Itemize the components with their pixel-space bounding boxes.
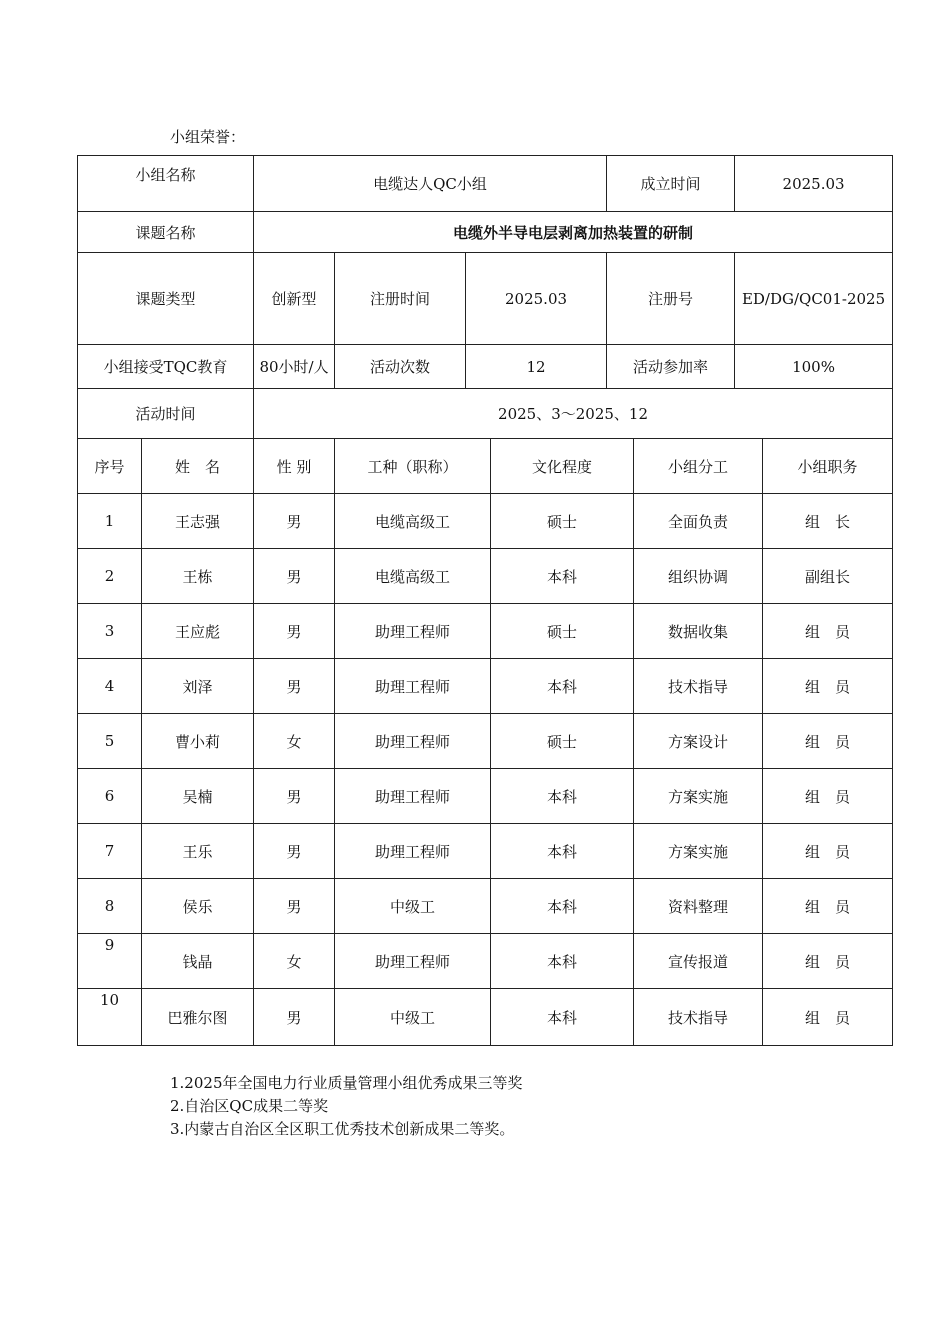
table-row <box>78 769 893 824</box>
member-name: 钱晶 <box>142 934 254 989</box>
member-position: 组 员 <box>763 824 893 879</box>
member-seq: 3 <box>78 604 142 659</box>
activity-time-row <box>78 389 893 439</box>
member-position: 副组长 <box>763 549 893 604</box>
header-job: 工种（职称） <box>335 439 491 494</box>
members-header-row <box>78 439 893 494</box>
member-name: 吴楠 <box>142 769 254 824</box>
member-role: 方案设计 <box>634 714 763 769</box>
member-position: 组 长 <box>763 494 893 549</box>
member-education: 本科 <box>491 769 634 824</box>
member-name: 侯乐 <box>142 879 254 934</box>
tqc-value: 80小时/人 <box>254 345 335 389</box>
reg-no-label: 注册号 <box>607 253 735 345</box>
member-job: 中级工 <box>335 989 491 1046</box>
header-role: 小组分工 <box>634 439 763 494</box>
participation-value: 100% <box>735 345 893 389</box>
table-row <box>78 934 893 989</box>
topic-type-value: 创新型 <box>254 253 335 345</box>
member-role: 组织协调 <box>634 549 763 604</box>
member-position: 组 员 <box>763 659 893 714</box>
member-name: 刘泽 <box>142 659 254 714</box>
topic-type-row <box>78 253 893 345</box>
member-role: 方案实施 <box>634 769 763 824</box>
member-role: 技术指导 <box>634 659 763 714</box>
member-position: 组 员 <box>763 879 893 934</box>
member-seq: 6 <box>78 769 142 824</box>
reg-no-value: ED/DG/QC01-2025 <box>735 253 893 345</box>
group-name-value: 电缆达人QC小组 <box>254 156 607 212</box>
member-role: 资料整理 <box>634 879 763 934</box>
member-seq: 7 <box>78 824 142 879</box>
member-education: 硕士 <box>491 714 634 769</box>
member-education: 本科 <box>491 934 634 989</box>
member-seq: 2 <box>78 549 142 604</box>
group-name-row <box>78 156 893 212</box>
activity-time-label: 活动时间 <box>78 389 254 439</box>
participation-label: 活动参加率 <box>607 345 735 389</box>
member-job: 电缆高级工 <box>335 549 491 604</box>
member-role: 宣传报道 <box>634 934 763 989</box>
member-role: 数据收集 <box>634 604 763 659</box>
group-name-label: 小组名称 <box>78 156 254 212</box>
header-name: 姓 名 <box>142 439 254 494</box>
award-item: 3.内蒙古自治区全区职工优秀技术创新成果二等奖。 <box>170 1120 515 1138</box>
tqc-label: 小组接受TQC教育 <box>78 345 254 389</box>
member-gender: 男 <box>254 989 335 1046</box>
member-job: 助理工程师 <box>335 659 491 714</box>
member-role: 技术指导 <box>634 989 763 1046</box>
member-seq: 8 <box>78 879 142 934</box>
member-education: 本科 <box>491 989 634 1046</box>
table-row <box>78 604 893 659</box>
header-education: 文化程度 <box>491 439 634 494</box>
activity-count-label: 活动次数 <box>335 345 466 389</box>
tqc-row <box>78 345 893 389</box>
member-seq-label: 10 <box>99 991 120 1009</box>
member-job: 助理工程师 <box>335 934 491 989</box>
member-seq <box>78 934 142 989</box>
table-row <box>78 824 893 879</box>
member-gender: 男 <box>254 494 335 549</box>
member-name: 巴雅尔图 <box>142 989 254 1046</box>
topic-type-label: 课题类型 <box>78 253 254 345</box>
award-item: 2.自治区QC成果二等奖 <box>170 1097 329 1115</box>
honor-label: 小组荣誉： <box>170 128 246 146</box>
member-rows <box>78 494 893 1046</box>
member-gender: 男 <box>254 824 335 879</box>
member-role: 方案实施 <box>634 824 763 879</box>
member-job: 电缆高级工 <box>335 494 491 549</box>
member-job: 助理工程师 <box>335 824 491 879</box>
reg-time-value: 2025.03 <box>466 253 607 345</box>
member-education: 本科 <box>491 549 634 604</box>
table-row <box>78 879 893 934</box>
topic-value: 电缆外半导电层剥离加热装置的研制 <box>254 212 893 253</box>
member-name: 曹小莉 <box>142 714 254 769</box>
awards-list <box>170 1072 523 1141</box>
member-name: 王应彪 <box>142 604 254 659</box>
member-name: 王志强 <box>142 494 254 549</box>
founded-label: 成立时间 <box>607 156 735 212</box>
member-position: 组 员 <box>763 714 893 769</box>
member-gender: 男 <box>254 604 335 659</box>
member-education: 本科 <box>491 824 634 879</box>
member-job: 助理工程师 <box>335 604 491 659</box>
member-gender: 男 <box>254 549 335 604</box>
header-position: 小组职务 <box>763 439 893 494</box>
member-job: 助理工程师 <box>335 769 491 824</box>
table-row <box>78 659 893 714</box>
member-gender: 女 <box>254 714 335 769</box>
activity-count-value: 12 <box>466 345 607 389</box>
member-seq: 1 <box>78 494 142 549</box>
group-info-table <box>77 155 893 1046</box>
member-education: 本科 <box>491 659 634 714</box>
header-gender: 性 别 <box>254 439 335 494</box>
founded-value: 2025.03 <box>735 156 893 212</box>
member-position: 组 员 <box>763 604 893 659</box>
member-gender: 男 <box>254 879 335 934</box>
member-job: 中级工 <box>335 879 491 934</box>
member-seq: 4 <box>78 659 142 714</box>
member-position: 组 员 <box>763 934 893 989</box>
member-position: 组 员 <box>763 769 893 824</box>
member-education: 硕士 <box>491 494 634 549</box>
member-name: 王栋 <box>142 549 254 604</box>
member-job: 助理工程师 <box>335 714 491 769</box>
member-education: 本科 <box>491 879 634 934</box>
table-row <box>78 549 893 604</box>
member-gender: 男 <box>254 769 335 824</box>
member-position: 组 员 <box>763 989 893 1046</box>
table-row <box>78 494 893 549</box>
topic-row <box>78 212 893 253</box>
member-seq-label: 9 <box>104 936 115 954</box>
table-row <box>78 989 893 1046</box>
reg-time-label: 注册时间 <box>335 253 466 345</box>
member-gender: 男 <box>254 659 335 714</box>
member-education: 硕士 <box>491 604 634 659</box>
award-item: 1.2025年全国电力行业质量管理小组优秀成果三等奖 <box>170 1074 523 1092</box>
member-gender: 女 <box>254 934 335 989</box>
member-role: 全面负责 <box>634 494 763 549</box>
member-name: 王乐 <box>142 824 254 879</box>
table-row <box>78 714 893 769</box>
member-seq <box>78 989 142 1046</box>
member-seq: 5 <box>78 714 142 769</box>
header-seq: 序号 <box>78 439 142 494</box>
activity-time-value: 2025、3～2025、12 <box>254 389 893 439</box>
topic-label: 课题名称 <box>78 212 254 253</box>
